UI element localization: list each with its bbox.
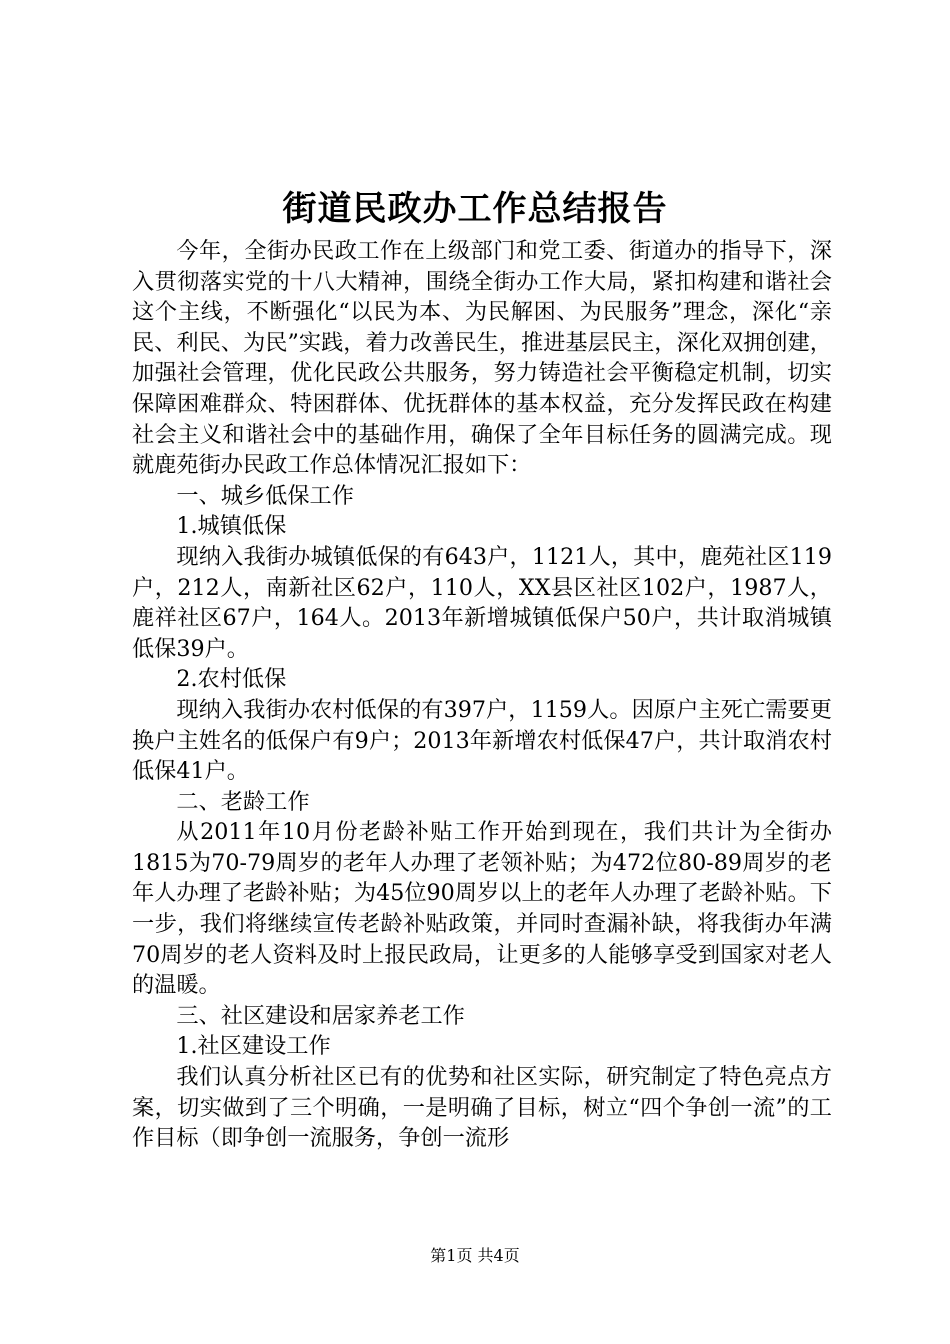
subsection-heading-3-1: 1.社区建设工作	[176, 1033, 331, 1060]
paragraph-community-building: 我们认真分析社区已有的优势和社区实际，研究制定了特色亮点方案，切实做到了三个明确，一是明确了目标，树立“四个争创一流”的工作目标（即争创一流服务，争创一流形	[132, 1064, 832, 1152]
page-footer: 第1页 共4页	[430, 1246, 520, 1265]
paragraph-elderly-work: 从2011年10月份老龄补贴工作开始到现在，我们共计为全街办1815为70-79周岁的老年人办理了老领补贴；为472位80-89周岁的老年人办理了老龄补贴；为45位90周岁以上的老年人办理了老龄补贴。下一步，我们将继续宣传老龄补贴政策，并同时查漏补缺，将我街办年满70周岁的老人资料及时上报民政局，让更多的人能够享受到国家对老人的温暖。	[132, 819, 832, 999]
section-heading-3: 三、社区建设和居家养老工作	[176, 1002, 465, 1029]
subsection-heading-1-2: 2.农村低保	[176, 666, 287, 693]
document-body	[132, 236, 832, 1154]
document-title: 街道民政办工作总结报告	[282, 189, 668, 229]
section-heading-1: 一、城乡低保工作	[176, 482, 354, 509]
subsection-heading-1-1: 1.城镇低保	[176, 513, 287, 540]
paragraph-intro: 今年，全街办民政工作在上级部门和党工委、街道办的指导下，深入贯彻落实党的十八大精神，围绕全街办工作大局，紧扣构建和谐社会这个主线，不断强化“以民为本、为民解困、为民服务”理念，深化“亲民、利民、为民”实践，着力改善民生，推进基层民主，深化双拥创建，加强社会管理，优化民政公共服务，努力铸造社会平衡稳定机制，切实保障困难群众、特困群体、优抚群体的基本权益，充分发挥民政在构建社会主义和谐社会中的基础作用，确保了全年目标任务的圆满完成。现就鹿苑街办民政工作总体情况汇报如下：	[132, 238, 832, 479]
paragraph-rural-low-income: 现纳入我街办农村低保的有397户，1159人。因原户主死亡需要更换户主姓名的低保户有9户；2013年新增农村低保47户，共计取消农村低保41户。	[132, 696, 832, 785]
section-heading-2: 二、老龄工作	[176, 788, 310, 815]
paragraph-urban-low-income: 现纳入我街办城镇低保的有643户，1121人，其中，鹿苑社区119户，212人，南新社区62户，110人，XX县区社区102户，1987人，鹿祥社区67户，164人。2013年新增城镇低保户50户，共计取消城镇低保39户。	[132, 543, 832, 662]
